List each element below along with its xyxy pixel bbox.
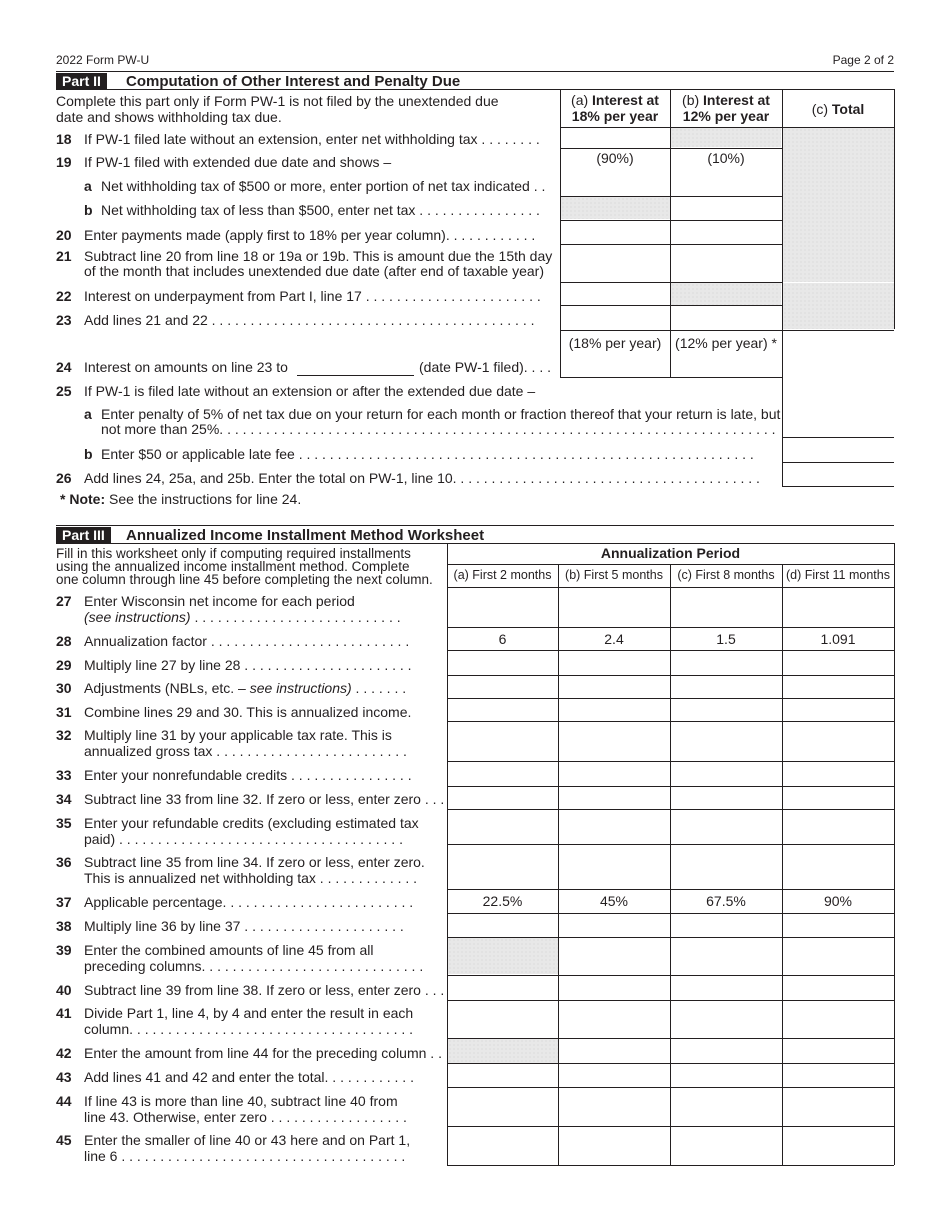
- line-39-cont: preceding columns. . . . . . . . . . . . . . . . . . . . . . . . . . . . .: [84, 958, 424, 974]
- col-a-header: (a) Interest at 18% per year: [571, 92, 659, 124]
- line-29-d-field[interactable]: [783, 651, 894, 675]
- percent-c: 67.5%: [706, 893, 746, 909]
- line-38-b-field[interactable]: [559, 914, 670, 937]
- line-34-d-field[interactable]: [783, 787, 894, 809]
- line-23-num: 23: [56, 312, 72, 328]
- line-19a-a-field[interactable]: [561, 172, 670, 196]
- line-18: If PW-1 filed late without an extension, enter net withholding tax . . . . . . . .: [84, 131, 540, 147]
- line-35-num: 35: [56, 815, 72, 831]
- line-44-a-field[interactable]: [448, 1088, 558, 1126]
- line-38-num: 38: [56, 918, 72, 934]
- line-42: Enter the amount from line 44 for the preceding column . .: [84, 1045, 442, 1061]
- part2-label: Part II: [56, 73, 107, 90]
- line-43-c-field[interactable]: [671, 1064, 782, 1087]
- line-43-a-field[interactable]: [448, 1064, 558, 1087]
- line-24-suffix: (date PW-1 filed). . . .: [419, 359, 552, 375]
- line-38: Multiply line 36 by line 37 . . . . . . . . . . . . . . . . . . . . .: [84, 918, 404, 934]
- line-19a: Net withholding tax of $500 or more, enter portion of net tax indicated . .: [101, 178, 546, 194]
- line-27-c-field[interactable]: [671, 588, 782, 627]
- line-32: Multiply line 31 by your applicable tax rate. This is: [84, 727, 392, 743]
- line-27-d-field[interactable]: [783, 588, 894, 627]
- line-35-b-field[interactable]: [559, 810, 670, 844]
- line-21-b-field[interactable]: [671, 245, 781, 282]
- line-19b: Net withholding tax of less than $500, enter net tax . . . . . . . . . . . . . . . .: [101, 202, 540, 218]
- shade-18b: [671, 128, 781, 147]
- line-36-d-field[interactable]: [783, 845, 894, 889]
- line-20: Enter payments made (apply first to 18% per year column). . . . . . . . . . . .: [84, 227, 536, 243]
- line-38-d-field[interactable]: [783, 914, 894, 937]
- col-first-11-months: (d) First 11 months: [786, 568, 890, 582]
- line-20-b-field[interactable]: [671, 221, 781, 244]
- part2-intro: Complete this part only if Form PW-1 is not filed by the unextended due: [56, 93, 499, 109]
- line-34: Subtract line 33 from line 32. If zero or less, enter zero . . .: [84, 791, 445, 807]
- line-41-num: 41: [56, 1005, 72, 1021]
- line-28: Annualization factor . . . . . . . . . . . . . . . . . . . . . . . . . .: [84, 633, 410, 649]
- pct-10: (10%): [707, 150, 745, 166]
- line-36-a-field[interactable]: [448, 845, 558, 889]
- percent-b: 45%: [599, 893, 629, 909]
- line-27: Enter Wisconsin net income for each period: [84, 593, 355, 609]
- line-22-num: 22: [56, 288, 72, 304]
- shade-39a: [448, 938, 558, 974]
- line-36-b-field[interactable]: [559, 845, 670, 889]
- part3-title: Annualized Income Installment Method Worksheet: [126, 527, 485, 544]
- line-27-cont: (see instructions) . . . . . . . . . . . . . . . . . . . . . . . . . . .: [84, 609, 401, 625]
- line-44-d-field[interactable]: [783, 1088, 894, 1126]
- page-number: Page 2 of 2: [832, 53, 894, 67]
- line-30-a-field[interactable]: [448, 676, 558, 698]
- line-44: If line 43 is more than line 40, subtract line 40 from: [84, 1093, 398, 1109]
- line-43: Add lines 41 and 42 and enter the total. . . . . . . . . . . .: [84, 1069, 414, 1085]
- line-23-b-field[interactable]: [671, 306, 781, 330]
- line-40-d-field[interactable]: [783, 976, 894, 1000]
- line-39-d-field[interactable]: [783, 938, 894, 975]
- percent-a: 22.5%: [482, 893, 523, 909]
- line-45: Enter the smaller of line 40 or 43 here and on Part 1,: [84, 1132, 411, 1148]
- line-36: Subtract line 35 from line 34. If zero or less, enter zero.: [84, 854, 425, 870]
- shade-19b-a: [561, 197, 670, 219]
- line-24-a-field[interactable]: [561, 355, 670, 377]
- line-41-d-field[interactable]: [783, 1001, 894, 1038]
- line-29-a-field[interactable]: [448, 651, 558, 675]
- line-37: Applicable percentage. . . . . . . . . . . . . . . . . . . . . . . . .: [84, 894, 414, 910]
- line-41-b-field[interactable]: [559, 1001, 670, 1038]
- line-45-d-field[interactable]: [783, 1127, 894, 1165]
- line-19b-letter: b: [84, 202, 93, 218]
- part3-label: Part III: [56, 527, 111, 544]
- line-21: Subtract line 20 from line 18 or 19a or 19b. This is amount due the 15th day: [84, 248, 553, 264]
- line-41-a-field[interactable]: [448, 1001, 558, 1038]
- line-22-a-field[interactable]: [561, 283, 670, 305]
- line-41-c-field[interactable]: [671, 1001, 782, 1038]
- line-36-num: 36: [56, 854, 72, 870]
- line-39-b-field[interactable]: [559, 938, 670, 975]
- line-40-num: 40: [56, 982, 72, 998]
- line-30-num: 30: [56, 680, 72, 696]
- line-42-d-field[interactable]: [783, 1039, 894, 1063]
- factor-a: 6: [498, 631, 507, 647]
- line-42-b-field[interactable]: [559, 1039, 670, 1063]
- line-33-b-field[interactable]: [559, 762, 670, 786]
- line-19a-letter: a: [84, 178, 92, 194]
- line-39: Enter the combined amounts of line 45 from all: [84, 942, 374, 958]
- line-41: Divide Part 1, line 4, by 4 and enter the result in each: [84, 1005, 414, 1021]
- line-30-d-field[interactable]: [783, 676, 894, 698]
- line-40-a-field[interactable]: [448, 976, 558, 1000]
- col-c-header: (c) Total: [811, 101, 865, 117]
- line-31-a-field[interactable]: [448, 699, 558, 721]
- line-44-c-field[interactable]: [671, 1088, 782, 1126]
- line-32-cont: annualized gross tax . . . . . . . . . . . . . . . . . . . . . . . . .: [84, 743, 407, 759]
- annualization-period-title: Annualization Period: [600, 545, 741, 561]
- col-first-8-months: (c) First 8 months: [677, 568, 775, 582]
- line-25a: Enter penalty of 5% of net tax due on your return for each month or fraction thereof that your return is late, but: [101, 406, 781, 422]
- line-26-field[interactable]: [783, 463, 894, 486]
- part2-title: Computation of Other Interest and Penalty Due: [126, 73, 461, 90]
- line-20-num: 20: [56, 227, 72, 243]
- line-32-d-field[interactable]: [783, 722, 894, 761]
- line-44-cont: line 43. Otherwise, enter zero . . . . . . . . . . . . . . . . . .: [84, 1109, 407, 1125]
- line-33-a-field[interactable]: [448, 762, 558, 786]
- line-25b: Enter $50 or applicable late fee . . . . . . . . . . . . . . . . . . . . . . . . . . . . . . . . . . . . . . . . . . . . . . . . . . . . . . . . . . .: [101, 446, 754, 462]
- col-first-5-months: (b) First 5 months: [565, 568, 663, 582]
- line-26-num: 26: [56, 470, 72, 486]
- line-21-a-field[interactable]: [561, 245, 670, 282]
- line-34-a-field[interactable]: [448, 787, 558, 809]
- part2-intro-2: date and shows withholding tax due.: [56, 109, 282, 125]
- line-40: Subtract line 39 from line 38. If zero or less, enter zero . . .: [84, 982, 445, 998]
- line-41-cont: column. . . . . . . . . . . . . . . . . . . . . . . . . . . . . . . . . . . . .: [84, 1021, 414, 1037]
- line-40-b-field[interactable]: [559, 976, 670, 1000]
- line-25: If PW-1 is filed late without an extension or after the extended due date –: [84, 383, 536, 399]
- line-30: Adjustments (NBLs, etc. – see instructions) . . . . . . .: [84, 680, 407, 696]
- line-39-num: 39: [56, 942, 72, 958]
- part3-intro: Fill in this worksheet only if computing required installments using the annualized income installment method. Complete one column through line 45 before completing the next column.: [56, 546, 433, 587]
- line-32-num: 32: [56, 727, 72, 743]
- line-25a-field[interactable]: [783, 415, 894, 437]
- line-39-c-field[interactable]: [671, 938, 782, 975]
- factor-b: 2.4: [604, 631, 624, 647]
- line-19b-b-field[interactable]: [671, 197, 781, 220]
- line-25a-letter: a: [84, 406, 92, 422]
- line-43-d-field[interactable]: [783, 1064, 894, 1087]
- line-24-num: 24: [56, 359, 72, 375]
- line-32-a-field[interactable]: [448, 722, 558, 761]
- shade-22b: [671, 283, 781, 305]
- line-25b-letter: b: [84, 446, 93, 462]
- line-45-c-field[interactable]: [671, 1127, 782, 1165]
- line-38-c-field[interactable]: [671, 914, 782, 937]
- line-35-cont: paid) . . . . . . . . . . . . . . . . . . . . . . . . . . . . . . . . . . . . .: [84, 831, 403, 847]
- line-33-d-field[interactable]: [783, 762, 894, 786]
- shade-42a: [448, 1039, 558, 1063]
- line-32-b-field[interactable]: [559, 722, 670, 761]
- line-25-num: 25: [56, 383, 72, 399]
- line-37-num: 37: [56, 894, 72, 910]
- line-27-b-field[interactable]: [559, 588, 670, 627]
- form-name: 2022 Form PW-U: [56, 53, 150, 67]
- line-44-b-field[interactable]: [559, 1088, 670, 1126]
- line-38-a-field[interactable]: [448, 914, 558, 937]
- date-pw1-filed-field[interactable]: [297, 358, 414, 376]
- line-21-cont: of the month that includes unextended due date (after end of taxable year): [84, 263, 544, 279]
- line-33-c-field[interactable]: [671, 762, 782, 786]
- factor-d: 1.091: [820, 631, 856, 647]
- note: * Note: See the instructions for line 24.: [60, 491, 302, 507]
- line-18a-field[interactable]: [561, 128, 670, 148]
- col-b-header: (b) Interest at 12% per year: [682, 92, 770, 124]
- line-45-cont: line 6 . . . . . . . . . . . . . . . . . . . . . . . . . . . . . . . . . . . . .: [84, 1148, 406, 1164]
- line-31-d-field[interactable]: [783, 699, 894, 721]
- line-25a-cont: not more than 25%. . . . . . . . . . . . . . . . . . . . . . . . . . . . . . . . . . . . . . . . . . . . . . . . . . . . . . . . . . . . . . . . . . . . . . . .: [101, 421, 776, 437]
- line-21-num: 21: [56, 248, 72, 264]
- line-35-d-field[interactable]: [783, 810, 894, 844]
- line-29-b-field[interactable]: [559, 651, 670, 675]
- line-34-b-field[interactable]: [559, 787, 670, 809]
- line-18-num: 18: [56, 131, 72, 147]
- line-40-c-field[interactable]: [671, 976, 782, 1000]
- part3-header: [56, 525, 894, 544]
- line-20-a-field[interactable]: [561, 221, 670, 244]
- line-28-num: 28: [56, 633, 72, 649]
- pct-90: (90%): [596, 150, 634, 166]
- line-42-c-field[interactable]: [671, 1039, 782, 1063]
- line-19-num: 19: [56, 154, 72, 170]
- line-24-c-field[interactable]: [783, 331, 894, 377]
- part2-header: [56, 71, 894, 90]
- line-43-b-field[interactable]: [559, 1064, 670, 1087]
- line-19a-b-field[interactable]: [671, 172, 781, 196]
- line-43-num: 43: [56, 1069, 72, 1085]
- line-29: Multiply line 27 by line 28 . . . . . . . . . . . . . . . . . . . . . .: [84, 657, 412, 673]
- line-42-num: 42: [56, 1045, 72, 1061]
- line-32-c-field[interactable]: [671, 722, 782, 761]
- line-27-num: 27: [56, 593, 72, 609]
- line-24-b-field[interactable]: [671, 355, 781, 377]
- line-23-a-field[interactable]: [561, 306, 670, 330]
- line-34-num: 34: [56, 791, 72, 807]
- line-36-c-field[interactable]: [671, 845, 782, 889]
- line-31-c-field[interactable]: [671, 699, 782, 721]
- line-29-c-field[interactable]: [671, 651, 782, 675]
- line-19: If PW-1 filed with extended due date and shows –: [84, 154, 392, 170]
- line-31: Combine lines 29 and 30. This is annualized income.: [84, 704, 412, 720]
- line-35: Enter your refundable credits (excluding estimated tax: [84, 815, 419, 831]
- line-24: Interest on amounts on line 23 to: [84, 359, 288, 375]
- line-45-b-field[interactable]: [559, 1127, 670, 1165]
- shade-c-22-23: [783, 283, 894, 329]
- line-33-num: 33: [56, 767, 72, 783]
- line-31-num: 31: [56, 704, 72, 720]
- line-26: Add lines 24, 25a, and 25b. Enter the total on PW-1, line 10. . . . . . . . . . . . . . . . . . . . . . . . . . . . . . . . . . . . . . . .: [84, 470, 760, 486]
- rate-18: (18% per year): [568, 335, 662, 351]
- line-25b-field[interactable]: [783, 441, 894, 462]
- line-29-num: 29: [56, 657, 72, 673]
- line-35-a-field[interactable]: [448, 810, 558, 844]
- line-30-c-field[interactable]: [671, 676, 782, 698]
- shade-c-top: [783, 128, 894, 282]
- factor-c: 1.5: [716, 631, 736, 647]
- col-first-2-months: (a) First 2 months: [453, 568, 552, 582]
- percent-d: 90%: [823, 893, 853, 909]
- line-31-b-field[interactable]: [559, 699, 670, 721]
- line-34-c-field[interactable]: [671, 787, 782, 809]
- rate-12: (12% per year) *: [675, 335, 777, 351]
- line-27-a-field[interactable]: [448, 588, 558, 627]
- line-45-num: 45: [56, 1132, 72, 1148]
- line-45-a-field[interactable]: [448, 1127, 558, 1165]
- line-23: Add lines 21 and 22 . . . . . . . . . . . . . . . . . . . . . . . . . . . . . . . . . . . . . . . . . .: [84, 312, 535, 328]
- line-33: Enter your nonrefundable credits . . . . . . . . . . . . . . . .: [84, 767, 412, 783]
- line-30-b-field[interactable]: [559, 676, 670, 698]
- line-44-num: 44: [56, 1093, 72, 1109]
- line-36-cont: This is annualized net withholding tax . . . . . . . . . . . . .: [84, 870, 418, 886]
- line-22: Interest on underpayment from Part I, line 17 . . . . . . . . . . . . . . . . . . . . . . .: [84, 288, 541, 304]
- line-35-c-field[interactable]: [671, 810, 782, 844]
